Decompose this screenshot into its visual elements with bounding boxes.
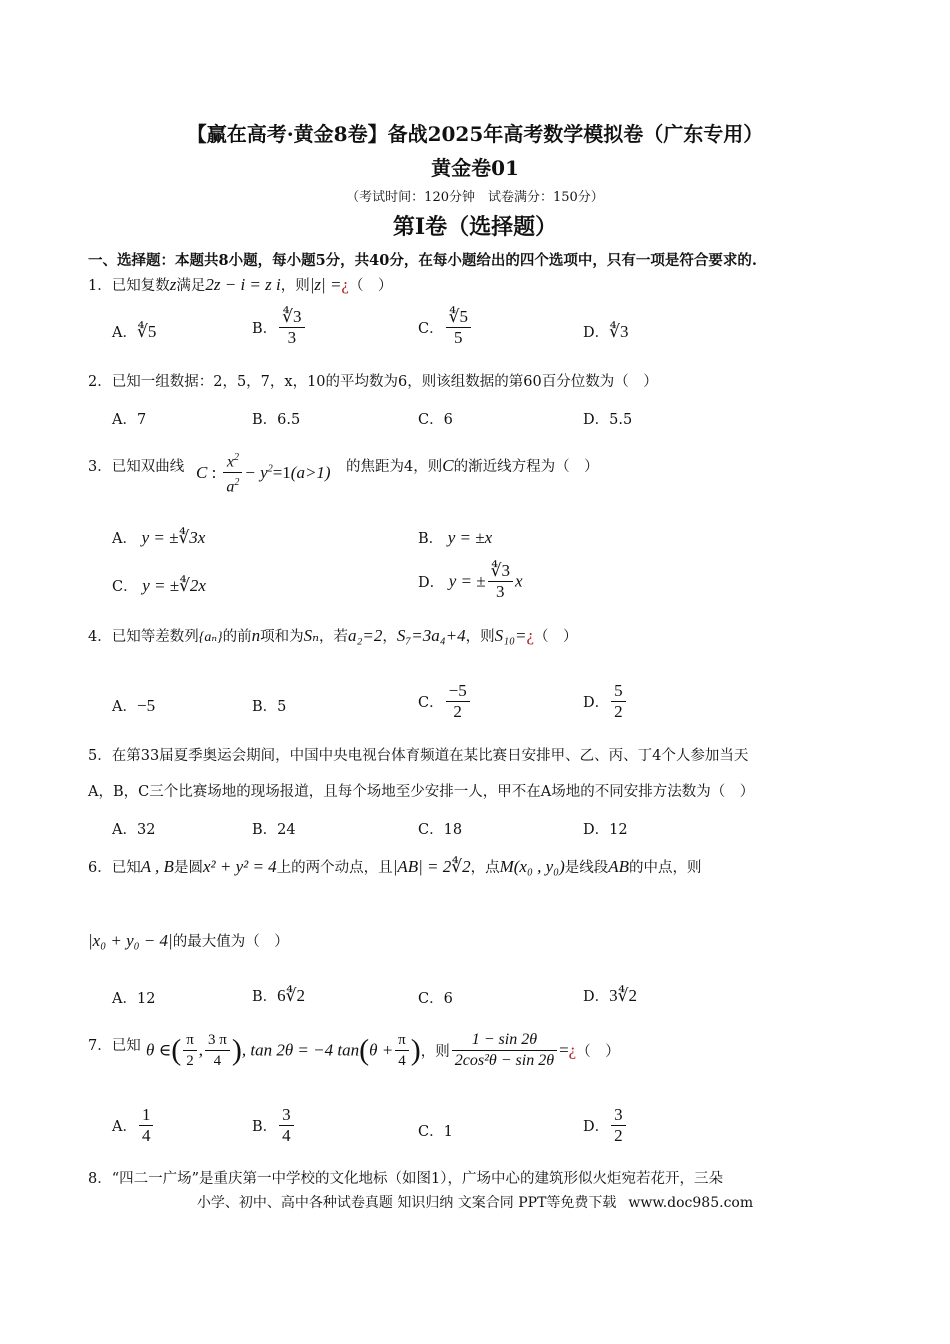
- q3-rest: − y: [244, 462, 268, 482]
- q4-d-den: 2: [614, 702, 623, 721]
- question-8: 8．“四二一广场”是重庆第一中学校的文化地标（如图1），广场中心的建筑形似火炬宛若花开，三朵: [88, 1171, 724, 1187]
- q7-theta-in: θ ∈: [146, 1040, 172, 1060]
- q1-d-value: ∜3: [609, 322, 629, 341]
- q3-mid2: 的渐近线方程为（ ）: [453, 459, 599, 475]
- exam-subtitle: 黄金卷01: [431, 156, 519, 180]
- q1-then: ，则: [280, 278, 310, 294]
- q1-b-label: B．: [252, 321, 278, 337]
- q4-m4: ，则: [465, 629, 495, 645]
- q4-placeholder: ¿: [526, 626, 534, 645]
- q7-den: 2cos²θ − sin 2θ: [454, 1052, 555, 1069]
- exam-info: （考试时间：120分钟 试卷满分：150分）: [346, 190, 604, 205]
- q2-option-a: A．7: [112, 412, 147, 428]
- q7-b-label: B．: [252, 1119, 278, 1135]
- question-7: [88, 1034, 141, 1055]
- q4-eq2: S₇=3a₄+4: [396, 626, 466, 645]
- q4-eq1: a₂=2: [348, 626, 383, 645]
- q4-option-b: B．5: [252, 699, 287, 715]
- q6-d-label: D．: [583, 989, 610, 1005]
- q7-b-den: 4: [282, 1126, 291, 1145]
- q1-c-label: C．: [418, 321, 444, 337]
- q7-option-d: [583, 1105, 628, 1146]
- q6-option-c: C．6: [418, 991, 453, 1007]
- q1-c-num: ∜5: [446, 307, 471, 328]
- q3-d-den: 3: [496, 582, 505, 601]
- q6-option-d: [583, 985, 637, 1006]
- q4-a-value: −5: [136, 696, 156, 715]
- q6-b-value: 6∜2: [277, 986, 305, 1005]
- q4-option-a: [112, 695, 155, 716]
- q6-m4: 是线段: [564, 860, 609, 876]
- q1-b-num: ∜3: [279, 307, 304, 328]
- q7-pi: π: [183, 1030, 197, 1051]
- q3-c-2: C: [442, 456, 454, 475]
- q1-b-den: 3: [287, 328, 297, 347]
- q1-a-value: ∜5: [136, 322, 157, 341]
- q1-d-label: D．: [583, 325, 610, 341]
- q6-m2: 上的两个动点，且: [276, 860, 393, 876]
- q4-a-label: A．: [112, 699, 137, 715]
- q6-d-value: 3∜2: [609, 986, 637, 1005]
- q6-m6: 的最大值为（ ）: [172, 934, 289, 950]
- q1-abs: |z| =: [309, 275, 342, 294]
- q3-eq: =1: [272, 462, 291, 482]
- q5-option-b: B．24: [252, 822, 296, 838]
- q6-b-label: B．: [252, 989, 278, 1005]
- footer-text: 小学、初中、高中各种试卷真题 知识归纳 文案合同 PPT等免费下载: [196, 1195, 617, 1211]
- exam-title: 【赢在高考·黄金8卷】备战2025年高考数学模拟卷（广东专用）: [186, 122, 764, 146]
- q4-option-c: [418, 681, 472, 722]
- q7-placeholder: ¿: [568, 1040, 577, 1060]
- q6-points: A , B: [140, 857, 174, 876]
- q4-c-den: 2: [453, 702, 462, 721]
- question-6-line-2: [88, 930, 289, 951]
- q7-a-label: A．: [112, 1119, 137, 1135]
- q1-var: z: [169, 275, 177, 294]
- q3-cond: (a>1): [290, 462, 331, 482]
- q6-midpoint: M(x₀ , y₀): [499, 857, 565, 876]
- q3-mid: 的焦距为4，则: [346, 459, 443, 475]
- q3-prefix: 3．已知双曲线: [88, 459, 185, 475]
- q4-prefix: 4．已知等差数列: [88, 629, 199, 645]
- q1-a-label: A．: [112, 325, 137, 341]
- q1-option-b: [252, 307, 307, 348]
- q7-two: 2: [186, 1053, 194, 1069]
- q3-tail: [346, 455, 599, 476]
- part-heading: 第I卷（选择题）: [392, 214, 558, 240]
- q4-c-label: C．: [418, 695, 444, 711]
- q3-x: x: [226, 453, 234, 471]
- q7-a-num: 1: [139, 1105, 154, 1126]
- q6-prefix: 6．已知: [88, 860, 141, 876]
- q3-option-a: [112, 527, 205, 548]
- q4-d-num: 5: [611, 681, 626, 702]
- q1-option-c: [418, 307, 473, 348]
- q4-paren: （ ）: [534, 629, 578, 645]
- q3-c-label: C．: [112, 579, 138, 595]
- q7-paren: （ ）: [576, 1044, 620, 1060]
- question-5-line-2: A，B，C三个比赛场地的现场报道，且每个场地至少安排一人，甲不在A场地的不同安排方法数为（ ）: [88, 784, 755, 800]
- q1-equation: 2z − i = z i: [205, 275, 281, 294]
- q7-prefix: 7．已知: [88, 1038, 141, 1054]
- q5-option-c: C．18: [418, 822, 463, 838]
- q3-d-num: ∜3: [488, 561, 513, 582]
- q7-b-num: 3: [279, 1105, 294, 1126]
- q3-a-label: A．: [112, 531, 137, 547]
- q6-m3: ，点: [470, 860, 500, 876]
- q7-d-label: D．: [583, 1119, 610, 1135]
- q5-option-d: D．12: [583, 822, 628, 838]
- question-6: [88, 856, 702, 877]
- q4-d-label: D．: [583, 695, 610, 711]
- q3-a: a: [226, 478, 235, 496]
- q6-m1: 是圆: [173, 860, 203, 876]
- q4-m2: 项和为: [260, 629, 304, 645]
- q4-option-d: [583, 681, 628, 722]
- q7-option-c: C．1: [418, 1124, 453, 1140]
- page-footer: [0, 1192, 950, 1212]
- q1-paren: （ ）: [348, 278, 393, 294]
- q1-option-d: [583, 321, 628, 342]
- q7-four-2: 4: [398, 1053, 406, 1069]
- q4-c-num: −5: [446, 681, 470, 702]
- q3-option-c: [112, 575, 206, 596]
- q7-three-pi: 3 π: [205, 1030, 230, 1051]
- q3-c: C: [196, 462, 208, 482]
- q1-option-a: [112, 321, 156, 342]
- question-4: [88, 625, 578, 646]
- q2-option-c: C．6: [418, 412, 453, 428]
- q6-circle: x² + y² = 4: [202, 857, 277, 876]
- q2-option-d: D．5.5: [583, 412, 633, 428]
- q1-prefix: 1．已知复数: [88, 278, 170, 294]
- question-5-line-1: 5．在第33届夏季奥运会期间，中国中央电视台体育频道在某比赛日安排甲、乙、丙、丁4个人参加当天: [88, 748, 749, 764]
- q7-tan-eq: , tan 2θ = −4 tan: [241, 1040, 360, 1060]
- q7-pi-2: π: [395, 1030, 409, 1051]
- q6-expr: |x₀ + y₀ − 4|: [88, 931, 173, 950]
- q7-num: 1 − sin 2θ: [452, 1030, 557, 1051]
- q5-option-a: A．32: [112, 822, 156, 838]
- q7-four: 4: [213, 1053, 222, 1069]
- q7-d-num: 3: [611, 1105, 626, 1126]
- q7-option-b: [252, 1105, 296, 1146]
- q7-then: ，则: [420, 1044, 450, 1060]
- q3-c-value: y = ±∜2x: [142, 576, 206, 595]
- section-heading: 一、选择题：本题共8小题，每小题5分，共40分，在每小题给出的四个选项中，只有一项是符合要求的.: [88, 252, 757, 269]
- q1-c-den: 5: [454, 328, 463, 347]
- q4-m1: 的前: [222, 629, 252, 645]
- q1-mid: 满足: [176, 278, 206, 294]
- q4-m3: ，若: [319, 629, 348, 645]
- q7-eq: =: [559, 1040, 569, 1060]
- q3-d-pre: y = ±: [448, 571, 486, 591]
- q6-option-a: A．12: [112, 991, 156, 1007]
- q1-placeholder: ¿: [341, 275, 349, 294]
- q6-len: |AB| = 2∜2: [392, 857, 471, 876]
- q3-d-post: x: [514, 571, 523, 591]
- q6-seg: AB: [608, 857, 630, 876]
- q7-option-a: [112, 1105, 155, 1146]
- q3-option-d: [418, 561, 523, 602]
- q4-eq3: S₁₀=: [494, 626, 527, 645]
- q7-formula: θ ∈( $\frac{\pi}{2}$ , $\frac{3 \pi}{4}$ ), tan 2θ = −4 tan(θ + $\frac{\pi}{4}$ )，则 $\frac{1 - \sin 2\theta}{\text{2cos²θ − sin 2θ}}$ =¿（ ）: [146, 1031, 620, 1069]
- q2-option-b: B．6.5: [252, 412, 301, 428]
- question-1: [88, 274, 392, 295]
- q3-b-label: B．: [418, 531, 444, 547]
- q3-colon: :: [207, 462, 217, 482]
- q3-d-label: D．: [418, 575, 445, 591]
- q3-b-value: y = ±x: [447, 528, 493, 547]
- q6-m5: 的中点，则: [629, 860, 702, 876]
- q4-n: n: [251, 626, 261, 645]
- q4-comma: ，: [382, 629, 397, 645]
- question-3: [88, 455, 184, 476]
- q3-a-value: y = ±∜3x: [141, 528, 206, 547]
- footer-link[interactable]: www.doc985.com: [628, 1195, 754, 1211]
- q4-seq: {aₙ}: [198, 630, 223, 645]
- q3-formula: C : $\frac{x^2}{a^2}$ − $y^2=1(a>1)$: [196, 448, 331, 498]
- question-2: 2．已知一组数据：2，5，7，x，10的平均数为6，则该组数据的第60百分位数为（ ）: [88, 374, 658, 390]
- q7-theta-plus: θ +: [369, 1040, 394, 1060]
- q7-a-den: 4: [141, 1126, 151, 1145]
- q3-option-b: [418, 527, 492, 548]
- q6-option-b: [252, 985, 305, 1006]
- q4-sn: Sₙ: [303, 626, 319, 645]
- q7-d-den: 2: [614, 1126, 623, 1145]
